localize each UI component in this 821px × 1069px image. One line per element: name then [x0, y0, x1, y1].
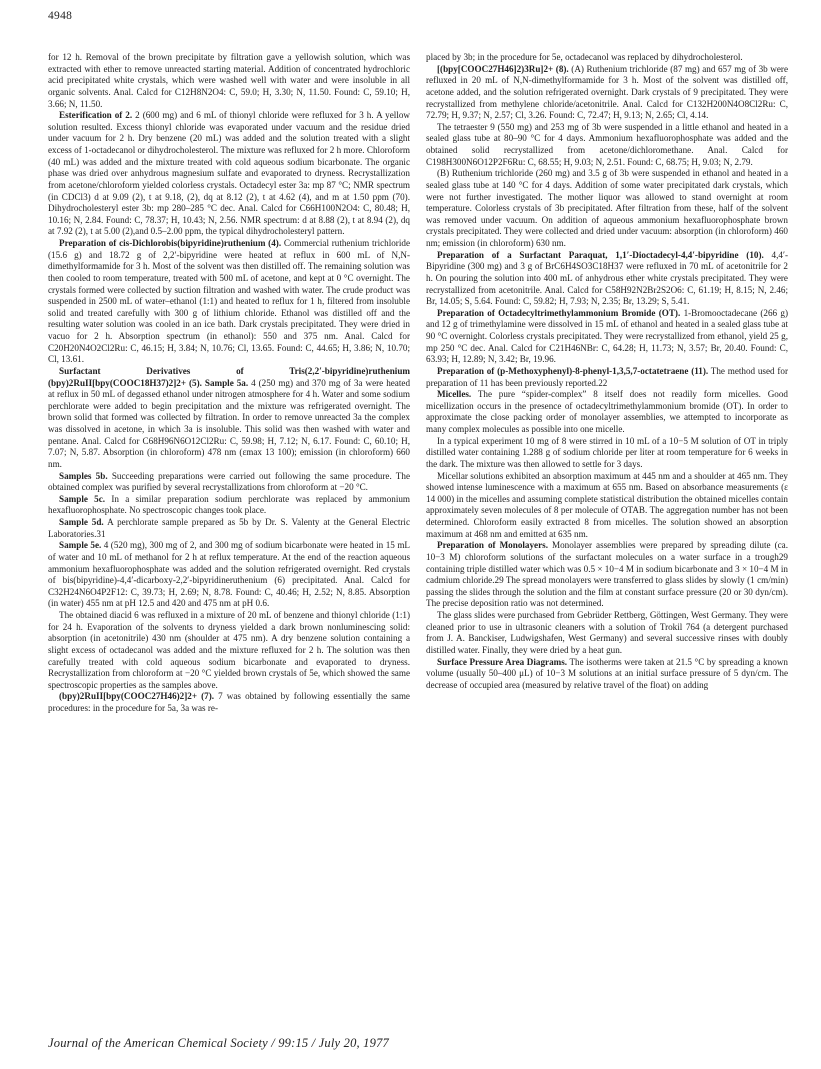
journal-footer: Journal of the American Chemical Society / 99:15 / July 20, 1977 — [48, 1036, 389, 1050]
paragraph-text: (B) Ruthenium trichloride (260 mg) and 3.5 g of 3b were suspended in ethanol and heated in a sealed glass tube at 140 °C for 4 days. Addition of some water precipitated dark crystals, which were not further investigated. The mother liquor was allowed to stand overnight at room temperature. Colorless crystals of 3b precipitated. After filtration from these, half of the solvent was removed under vacuum. On addition of aqueous ammonium hexafluorophosphate brown crystals precipitated. They were collected and dried under vacuum: absorption (in chloroform) 460 nm; emission (in chloroform) 630 nm. — [426, 168, 788, 248]
paragraph-text: A perchlorate sample prepared as 5b by Dr. S. Valenty at the General Electric Laboratories.31 — [48, 517, 410, 539]
paragraph-text: 7 was obtained by following essentially the same procedures: in the procedure for 5a, 3a was re- — [48, 691, 410, 713]
paragraph — [426, 122, 788, 169]
paragraph — [48, 110, 410, 238]
paragraph — [426, 250, 788, 308]
paragraph-text: In a similar preparation sodium perchlorate was replaced by ammonium hexafluorophosphate. No spectroscopic changes took place. — [48, 493, 411, 516]
paragraph-heading: Sample 5c. — [59, 493, 106, 504]
paragraph-heading: Preparation of a Surfactant Paraquat, 1,1′-Dioctadecyl-4,4′-bipyridine (10). — [437, 249, 764, 260]
paragraph-heading: Preparation of Octadecyltrimethylammonium Bromide (OT). — [437, 307, 681, 318]
paragraph — [426, 64, 788, 122]
paragraph-text: placed by 3b; in the procedure for 5e, octadecanol was replaced by dihydrocholesterol. — [426, 52, 743, 62]
page-number: 4948 — [48, 10, 73, 22]
paragraph-text: The isotherms were taken at 21.5 °C by spreading a known volume (usually 50–400 μL) of 10−3 M solutions at an initial surface pressure of 5 dyn/cm. The decrease of occupied area (measured by relative travel of the float) on adding — [426, 656, 788, 690]
paragraph — [48, 517, 410, 540]
paragraph — [426, 389, 788, 436]
paragraph — [48, 691, 410, 714]
paragraph-text: (A) Ruthenium trichloride (87 mg) and 657 mg of 3b were refluxed in 20 mL of N,N-dimethylformamide for 3 h. Most of the solvent was distilled off, acetone added, and the solution refrigerated overnight. Dark crystals of 9 precipitated. They were recrystallized from methylene chloride/acetonitrile. Anal. Calcd for C132H200N4O8Cl2Ru: C, 72.79; H, 9.37; N, 2.57; Cl, 3.26. Found: C, 72.47; H, 9.13; N, 2.65; Cl, 4.14. — [426, 63, 789, 121]
paragraph-heading: Preparation of Monolayers. — [437, 540, 548, 551]
paragraph — [426, 471, 788, 541]
right-column — [426, 52, 788, 691]
paragraph-text: The method used for preparation of 11 has been previously reported.22 — [426, 365, 788, 388]
paragraph-heading: Surface Pressure Area Diagrams. — [437, 656, 568, 667]
paragraph-heading: Sample 5d. — [59, 517, 104, 527]
paragraph-text: 4 (250 mg) and 370 mg of 3a were heated at reflux in 50 mL of degassed ethanol under nitrogen atmosphere for 4 h. Water and some sodium perchlorate were added to begin precipitation and the mixture was refrigerated overnight. The brown solid that formed was collected by filtration. In order to remove unreacted 3a the complex was dissolved in acetone, in which 3a is insoluble. This solid was then washed with water and pentane. Anal. Calcd for C68H96N6O12Cl2Ru: C, 59.98; H, 7.12; N, 6.17. Found: C, 60.10; H, 7.07; N, 5.87. Absorption (in chloroform) 478 nm (εmax 13 100); emission (in chloroform) 660 nm. — [48, 377, 411, 469]
paragraph — [48, 610, 410, 691]
paragraph-heading: Preparation of (p-Methoxyphenyl)-8-phenyl-1,3,5,7-octatetraene (11). — [437, 365, 709, 376]
paragraph-text: Succeeding preparations were carried out following the same procedure. The obtained complex was purified by several recrystallizations from chloroform at −20 °C. — [48, 470, 410, 493]
paragraph — [426, 52, 788, 64]
paragraph-heading: (bpy)2RuII[bpy(COOC27H46)2]2+ (7). — [59, 691, 215, 702]
paragraph-text: Micellar solutions exhibited an absorption maximum at 445 nm and a shoulder at 465 nm. They showed intense luminescence with a maximum at 655 nm. Based on absorbance measurements (ε 14 000) in the micelles and assuming complete statistical distribution the obtained micelles contain approximately seven molecules of 8 per molecule of OTAB. The aggregation number has not been determined. Chloroform easily extracted 8 from micelles. The solution showed an absorption maximum at 468 nm and emitted at 635 nm. — [426, 470, 788, 539]
paragraph-text: In a typical experiment 10 mg of 8 were stirred in 10 mL of a 10−5 M solution of OT in triply distilled water containing 1.288 g of sodium chloride per liter at room temperature for 6 weeks in the dark. The mixture was then allowed to settle for 3 days. — [426, 435, 788, 469]
paragraph — [48, 366, 410, 471]
paragraph — [426, 436, 788, 471]
paragraph — [426, 540, 788, 610]
paragraph — [426, 366, 788, 389]
paragraph-text: The glass slides were purchased from Gebrüder Rettberg, Göttingen, West Germany. They were cleaned prior to use in ultrasonic cleaners with a solution of Trokil 764 (a detergent purchased from J. A. Banckiser, Ludwigshafen, West Germany) and several successive rinses with doubly distilled water. Finally, they were dried by a heat gun. — [426, 610, 788, 655]
paragraph-text: 4 (520 mg), 300 mg of 2, and 300 mg of sodium bicarbonate were heated in 15 mL of water and 10 mL of methanol for 2 h at reflux temperature. At the end of the reaction aqueous ammonium hexafluorophosphate was added and the solution refrigerated overnight. Red crystals of bis(bipyridine)-4,4′-dicarboxy-2,2′-bipyridineruthenium (6) precipitated. Anal. Calcd for C32H24N6O4P2F12: C, 39.73; H, 2.69; N, 8.78. Found: C, 40.46; H, 2.52; N, 8.85. Absorption (in water) 455 nm at pH 12.5 and 420 and 475 nm at pH 0.6. — [48, 540, 410, 609]
paragraph-text: 4,4′-Bipyridine (300 mg) and 3 g of BrC6H4SO3C18H37 were refluxed in 70 mL of acetonitrile for 2 h. On pouring the solution into 400 mL of anhydrous ether white crystals precipitated. They were recrystallized from acetonitrile. Anal. Calcd for C58H92N2Br2S2O6: C, 61.19; H, 8.15; N, 2.46; Br, 14.05; S, 5.64. Found: C, 59.82; H, 7.93; N, 2.35; Br, 13.29; S, 5.41. — [426, 249, 788, 307]
paragraph — [48, 238, 410, 366]
paragraph-text: 1-Bromooctadecane (266 g) and 12 g of trimethylamine were dissolved in 15 mL of ethanol and heated in a sealed glass tube at 90 °C overnight. Colorless crystals precipitated. They were recrystallized from ethanol, yield 25 g, mp 250 °C dec. Anal. Calcd for C21H46NBr: C, 64.28; H, 11.73; N, 3.57; Br, 20.40. Found: C, 63.93; H, 12.89; N, 3.42; Br, 19.96. — [426, 307, 788, 365]
paragraph-heading: Esterification of 2. — [59, 110, 133, 121]
paragraph — [426, 657, 788, 692]
paragraph-heading: Samples 5b. — [59, 470, 108, 481]
paragraph-heading: Micelles. — [437, 389, 472, 400]
paragraph — [48, 494, 410, 517]
paragraph-heading: Surfactant Derivatives of Tris(2,2′-bipyridine)ruthenium (bpy)2RuII[bpy(COOC18H37)2]2+ (5). Sample 5a. — [48, 365, 410, 388]
paragraph-text: The pure “spider-complex” 8 itself does not readily form micelles. Good micellization occurs in the presence of octadecyltrimethylammonium bromide (OT). In order to approximate the close packing order of monolayer assemblies, we attempted to incorporate as many complex molecules as possible into one micelle. — [426, 389, 788, 434]
paragraph-text: Monolayer assemblies were prepared by spreading dilute (ca. 10−3 M) chloroform solutions of the surfactant molecules on a water surface in a trough29 containing triple distilled water which was 0.5 × 10−4 M in sodium bicarbonate and 3 × 10−4 M in cadmium chloride.29 The spread monolayers were transferred to glass slides by slowly (1 cm/min) passing the slides through the solution and the film at constant surface pressure (20 or 30 dyn/cm). The precise deposition ratio was not determined. — [426, 540, 788, 609]
paragraph — [48, 52, 410, 110]
paragraph-text: 2 (600 mg) and 6 mL of thionyl chloride were refluxed for 3 h. A yellow solution resulted. Excess thionyl chloride was evaporated under vacuum and the residue dried under vacuum for 2 h. Dry benzene (20 mL) was added and the solution treated with a slight excess of 1-octadecanol or dihydrocholesterol. The mixture was refluxed for 2 h more. Chloroform (40 mL) was added and the mixture treated with cold aqueous sodium bicarbonate. The organic phase was dried over anhydrous magnesium sulfate and evaporated to dryness. Recrystallization from acetone/chloroform yielded colorless crystals. Octadecyl ester 3a: mp 87 °C; NMR spectrum (in CDCl3) d at 9.09 (2), t at 9.18, (2), dq at 8.12 (2), t at 4.62 (4), and m at 1.50 ppm (70). Dihydrocholesteryl ester 3b: mp 280–285 °C dec. Anal. Calcd for C66H100N2O4: C, 80.48; H, 10.16; N, 2.84. Found: C, 78.37; H, 10.43; N, 2.56. NMR spectrum: d at 8.88 (2), t at 8.94 (2), dq at 7.92 (2), t at 5.00 (2),and 0.5–2.00 ppm, the typical dihydrocholesteryl pattern. — [48, 110, 411, 237]
paragraph-heading: [(bpy[COOC27H46]2)3Ru]2+ (8). — [437, 63, 569, 74]
left-column — [48, 52, 410, 715]
paragraph — [426, 308, 788, 366]
paragraph-text: for 12 h. Removal of the brown precipitate by filtration gave a yellowish solution, which was extracted with ether to remove unreacted starting material. Addition of concentrated hydrochloric acid precipitated white crystals, which were washed well with water and were insoluble in all organic solvents. Anal. Calcd for C12H8N2O4: C, 59.0; H, 3.30; N, 11.50. Found: C, 59.10; H, 3.66; N, 11.50. — [48, 52, 410, 109]
paragraph — [48, 471, 410, 494]
paragraph-heading: Sample 5e. — [59, 540, 102, 551]
paragraph — [48, 540, 410, 610]
paragraph — [426, 610, 788, 657]
paragraph-text: The obtained diacid 6 was refluxed in a mixture of 20 mL of benzene and thionyl chloride (1:1) for 24 h. Evaporation of the solvents to dryness yielded a dark brown nonluminescing solid: absorption (in acetonitrile) 430 nm (shoulder at 475 nm). A dry benzene solution containing a slight excess of octadecanol was added and the mixture refluxed for 2 h. The solution was then carefully treated with cold aqueous sodium bicarbonate and evaporated to dryness. Recrystallization from chloroform at −20 °C yielded brown crystals of 5e, which showed the same spectroscopic properties as the samples above. — [48, 610, 410, 690]
paragraph — [426, 168, 788, 249]
paragraph-text: Commercial ruthenium trichloride (15.6 g) and 18.72 g of 2,2′-bipyridine were heated at reflux in 600 mL of N,N-dimethylformamide for 3 h. Most of the solvent was then distilled off. The remaining solution was then cooled to room temperature, treated with 500 mL of acetone, and kept at 0 °C overnight. The crystals formed were collected by suction filtration and washed with water. The crude product was suspended in 2500 mL of water–ethanol (1:1) and heated to reflux for 1 h, filtered from insoluble solid and treated carefully with 300 g of lithium chloride. Ethanol was distilled off and the resulting water solution was cooled in an ice bath. Dark crystals precipitated. They were dried in vacuo for 2 h. Absorption spectrum (in ethanol): 550 and 375 nm. Anal. Calcd for C20H20N4O2Cl2Ru: C, 46.15; H, 3.84; N, 10.76; Cl, 13.65. Found: C, 44.65; H, 3.86; N, 10.70; Cl, 13.61. — [48, 238, 410, 365]
paragraph-heading: Preparation of cis-Dichlorobis(bipyridine)ruthenium (4). — [59, 238, 282, 248]
paragraph-text: The tetraester 9 (550 mg) and 253 mg of 3b were suspended in a little ethanol and heated in a sealed glass tube at 80–90 °C for 4 days. Ammonium hexafluorophosphate was added and the obtained solid recrystallized from acetone/dichloromethane. Anal. Calcd for C198H300N6O12P2F6Ru: C, 68.55; H, 9.03; N, 2.51. Found: C, 68.75; H, 9.03; N, 2.79. — [426, 121, 788, 167]
